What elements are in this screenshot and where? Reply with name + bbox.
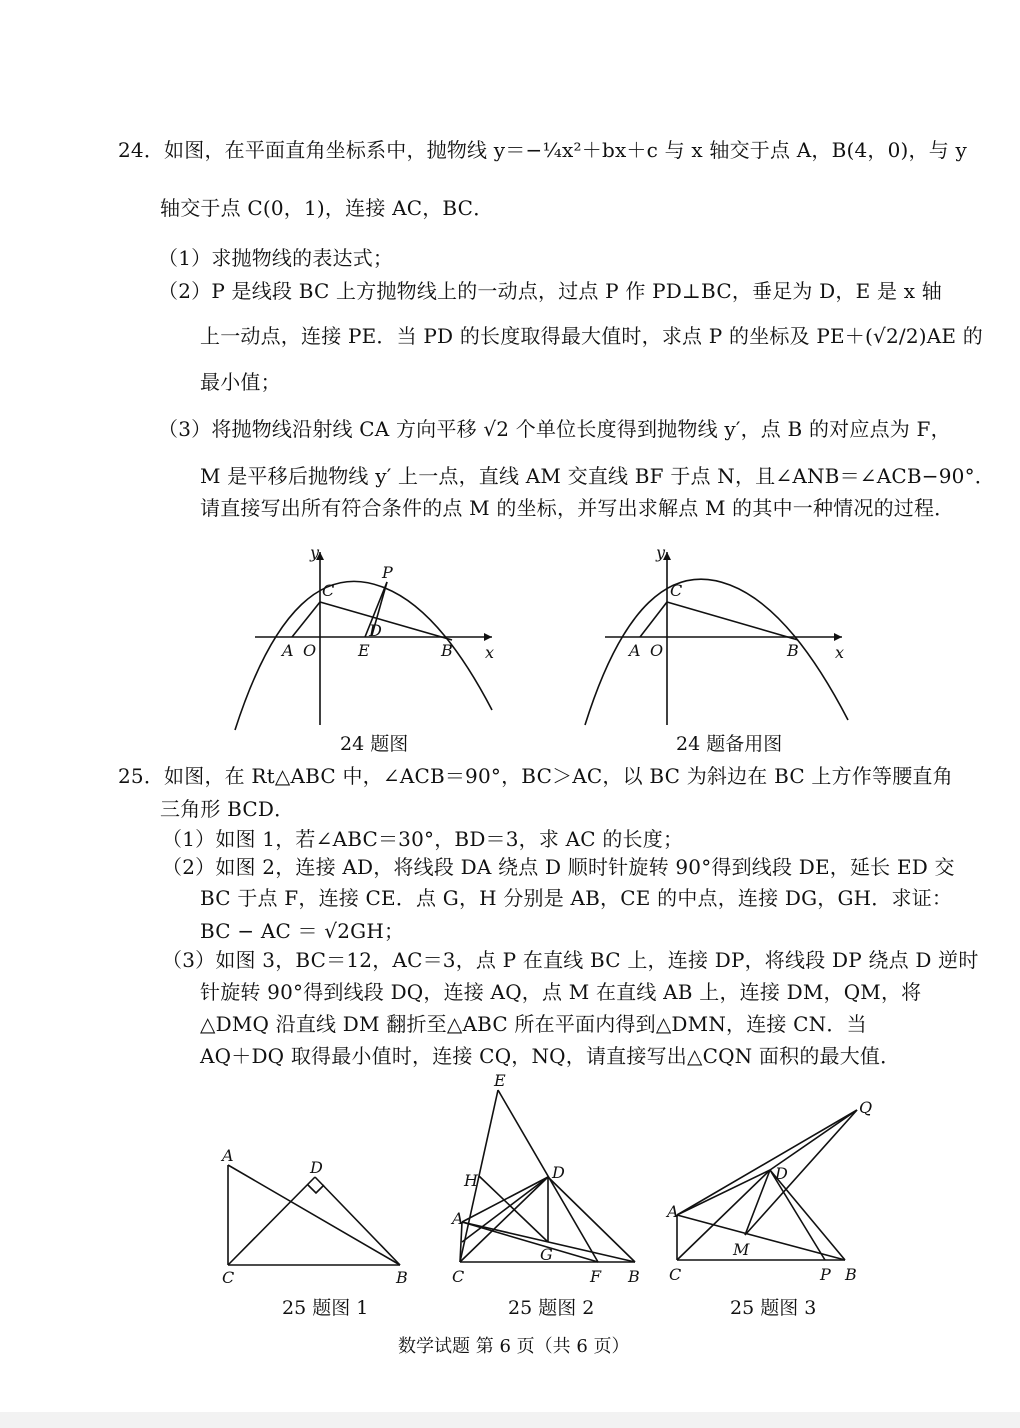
q25-line-1: 25．如图，在 Rt△ABC 中，∠ACB＝90°，BC＞AC，以 BC 为斜边在 BC 上方作等腰直角 bbox=[118, 764, 953, 788]
q25-part-3-d: AQ＋DQ 取得最小值时，连接 CQ，NQ，请直接写出△CQN 面积的最大值． bbox=[200, 1044, 901, 1068]
parabola-curve bbox=[585, 579, 848, 725]
label-b: B bbox=[441, 641, 453, 660]
q25-part-2-b: BC 于点 F，连接 CE．点 G，H 分别是 AB，CE 的中点，连接 DG，GH．求证： bbox=[200, 886, 953, 910]
q24-part-3-b: M 是平移后抛物线 y′ 上一点，直线 AM 交直线 BF 于点 N，且∠ANB＝∠ACB−90°． bbox=[200, 464, 995, 488]
q25-figure-2 bbox=[450, 1072, 650, 1292]
segment-aq bbox=[677, 1110, 857, 1215]
label-p: P bbox=[382, 563, 393, 582]
q25-part-3-b: 针旋转 90°得到线段 DQ，连接 AQ，点 M 在直线 AB 上，连接 DM，QM，将 bbox=[200, 980, 922, 1004]
q24-figure bbox=[230, 540, 510, 730]
label-b: B bbox=[628, 1267, 640, 1286]
side-ab bbox=[228, 1165, 400, 1265]
label-p: P bbox=[820, 1265, 831, 1284]
q25-figure-3 bbox=[665, 1095, 885, 1285]
q25-part-3-a: （3）如图 3，BC＝12，AC＝3，点 P 在直线 BC 上，连接 DP，将线段 DP 绕点 D 逆时 bbox=[162, 948, 979, 972]
q24-alt-figure-caption: 24 题备用图 bbox=[676, 733, 783, 755]
segment-dq bbox=[770, 1110, 857, 1170]
q24-part-2-b: 上一动点，连接 PE．当 PD 的长度取得最大值时，求点 P 的坐标及 PE＋(√2/2)AE 的 bbox=[200, 324, 983, 348]
label-d: D bbox=[775, 1164, 788, 1183]
label-x: x bbox=[485, 643, 495, 662]
side-db bbox=[315, 1177, 400, 1265]
q24-part-2-c: 最小值； bbox=[200, 370, 281, 394]
q24-line-1: 24．如图，在平面直角坐标系中，抛物线 y＝−¼x²＋bx＋c 与 x 轴交于点 A，B(4，0)，与 y bbox=[118, 138, 967, 162]
label-e: E bbox=[358, 641, 370, 660]
label-b: B bbox=[845, 1265, 857, 1284]
label-y: y bbox=[656, 543, 666, 562]
side-cd bbox=[677, 1170, 770, 1260]
q24-line-2: 轴交于点 C(0，1)，连接 AC，BC． bbox=[160, 196, 494, 220]
label-c: C bbox=[452, 1267, 465, 1286]
label-d: D bbox=[369, 621, 382, 640]
label-f: F bbox=[590, 1267, 602, 1286]
q25-figure-2-caption: 25 题图 2 bbox=[508, 1297, 595, 1319]
q25-part-2-c: BC − AC ＝ √2GH； bbox=[200, 919, 405, 943]
segment-mq bbox=[745, 1110, 857, 1235]
label-a: A bbox=[667, 1202, 679, 1221]
side-ab bbox=[677, 1215, 845, 1260]
label-h: H bbox=[464, 1171, 478, 1190]
label-b: B bbox=[787, 641, 799, 660]
label-c: C bbox=[222, 1268, 235, 1287]
q25-part-3-c: △DMQ 沿直线 DM 翻折至△ABC 所在平面内得到△DMN，连接 CN．当 bbox=[200, 1012, 867, 1036]
label-c: C bbox=[322, 581, 335, 600]
label-q: Q bbox=[859, 1098, 873, 1117]
q24-part-1: （1）求抛物线的表达式； bbox=[158, 246, 394, 270]
label-o: O bbox=[303, 641, 317, 660]
q25-figure-1-caption: 25 题图 1 bbox=[282, 1297, 369, 1319]
segment-ac bbox=[292, 602, 320, 637]
page-footer: 数学试题 第 6 页（共 6 页） bbox=[398, 1336, 630, 1357]
label-d: D bbox=[552, 1163, 565, 1182]
label-d: D bbox=[310, 1158, 323, 1177]
label-c: C bbox=[670, 581, 683, 600]
label-a: A bbox=[222, 1146, 234, 1165]
q25-part-1: （1）如图 1，若∠ABC＝30°，BD＝3，求 AC 的长度； bbox=[162, 827, 684, 851]
label-g: G bbox=[540, 1245, 553, 1264]
label-a: A bbox=[629, 641, 641, 660]
side-db bbox=[770, 1170, 845, 1260]
label-b: B bbox=[396, 1268, 408, 1287]
label-o: O bbox=[650, 641, 664, 660]
label-c: C bbox=[669, 1265, 682, 1284]
q24-part-3-c: 请直接写出所有符合条件的点 M 的坐标，并写出求解点 M 的其中一种情况的过程． bbox=[200, 496, 955, 520]
segment-cb bbox=[667, 602, 798, 640]
label-y: y bbox=[310, 543, 320, 562]
label-e: E bbox=[494, 1071, 506, 1090]
label-a: A bbox=[282, 641, 294, 660]
label-x: x bbox=[835, 643, 845, 662]
bottom-edge bbox=[0, 1412, 1020, 1428]
q24-figure-caption: 24 题图 bbox=[340, 733, 409, 755]
q25-line-2: 三角形 BCD． bbox=[160, 797, 295, 821]
label-a: A bbox=[452, 1209, 464, 1228]
right-angle-mark bbox=[308, 1185, 324, 1193]
q25-figure-3-caption: 25 题图 3 bbox=[730, 1297, 817, 1319]
q24-part-2-a: （2）P 是线段 BC 上方抛物线上的一动点，过点 P 作 PD⊥BC，垂足为 D，E 是 x 轴 bbox=[158, 279, 942, 303]
label-m: M bbox=[733, 1240, 750, 1259]
q24-part-3-a: （3）将抛物线沿射线 CA 方向平移 √2 个单位长度得到抛物线 y′，点 B 的对应点为 F， bbox=[158, 417, 951, 441]
q25-part-2-a: （2）如图 2，连接 AD，将线段 DA 绕点 D 顺时针旋转 90°得到线段 DE，延长 ED 交 bbox=[162, 855, 955, 879]
q25-figure-1 bbox=[220, 1145, 420, 1285]
q24-alt-figure bbox=[580, 540, 860, 730]
